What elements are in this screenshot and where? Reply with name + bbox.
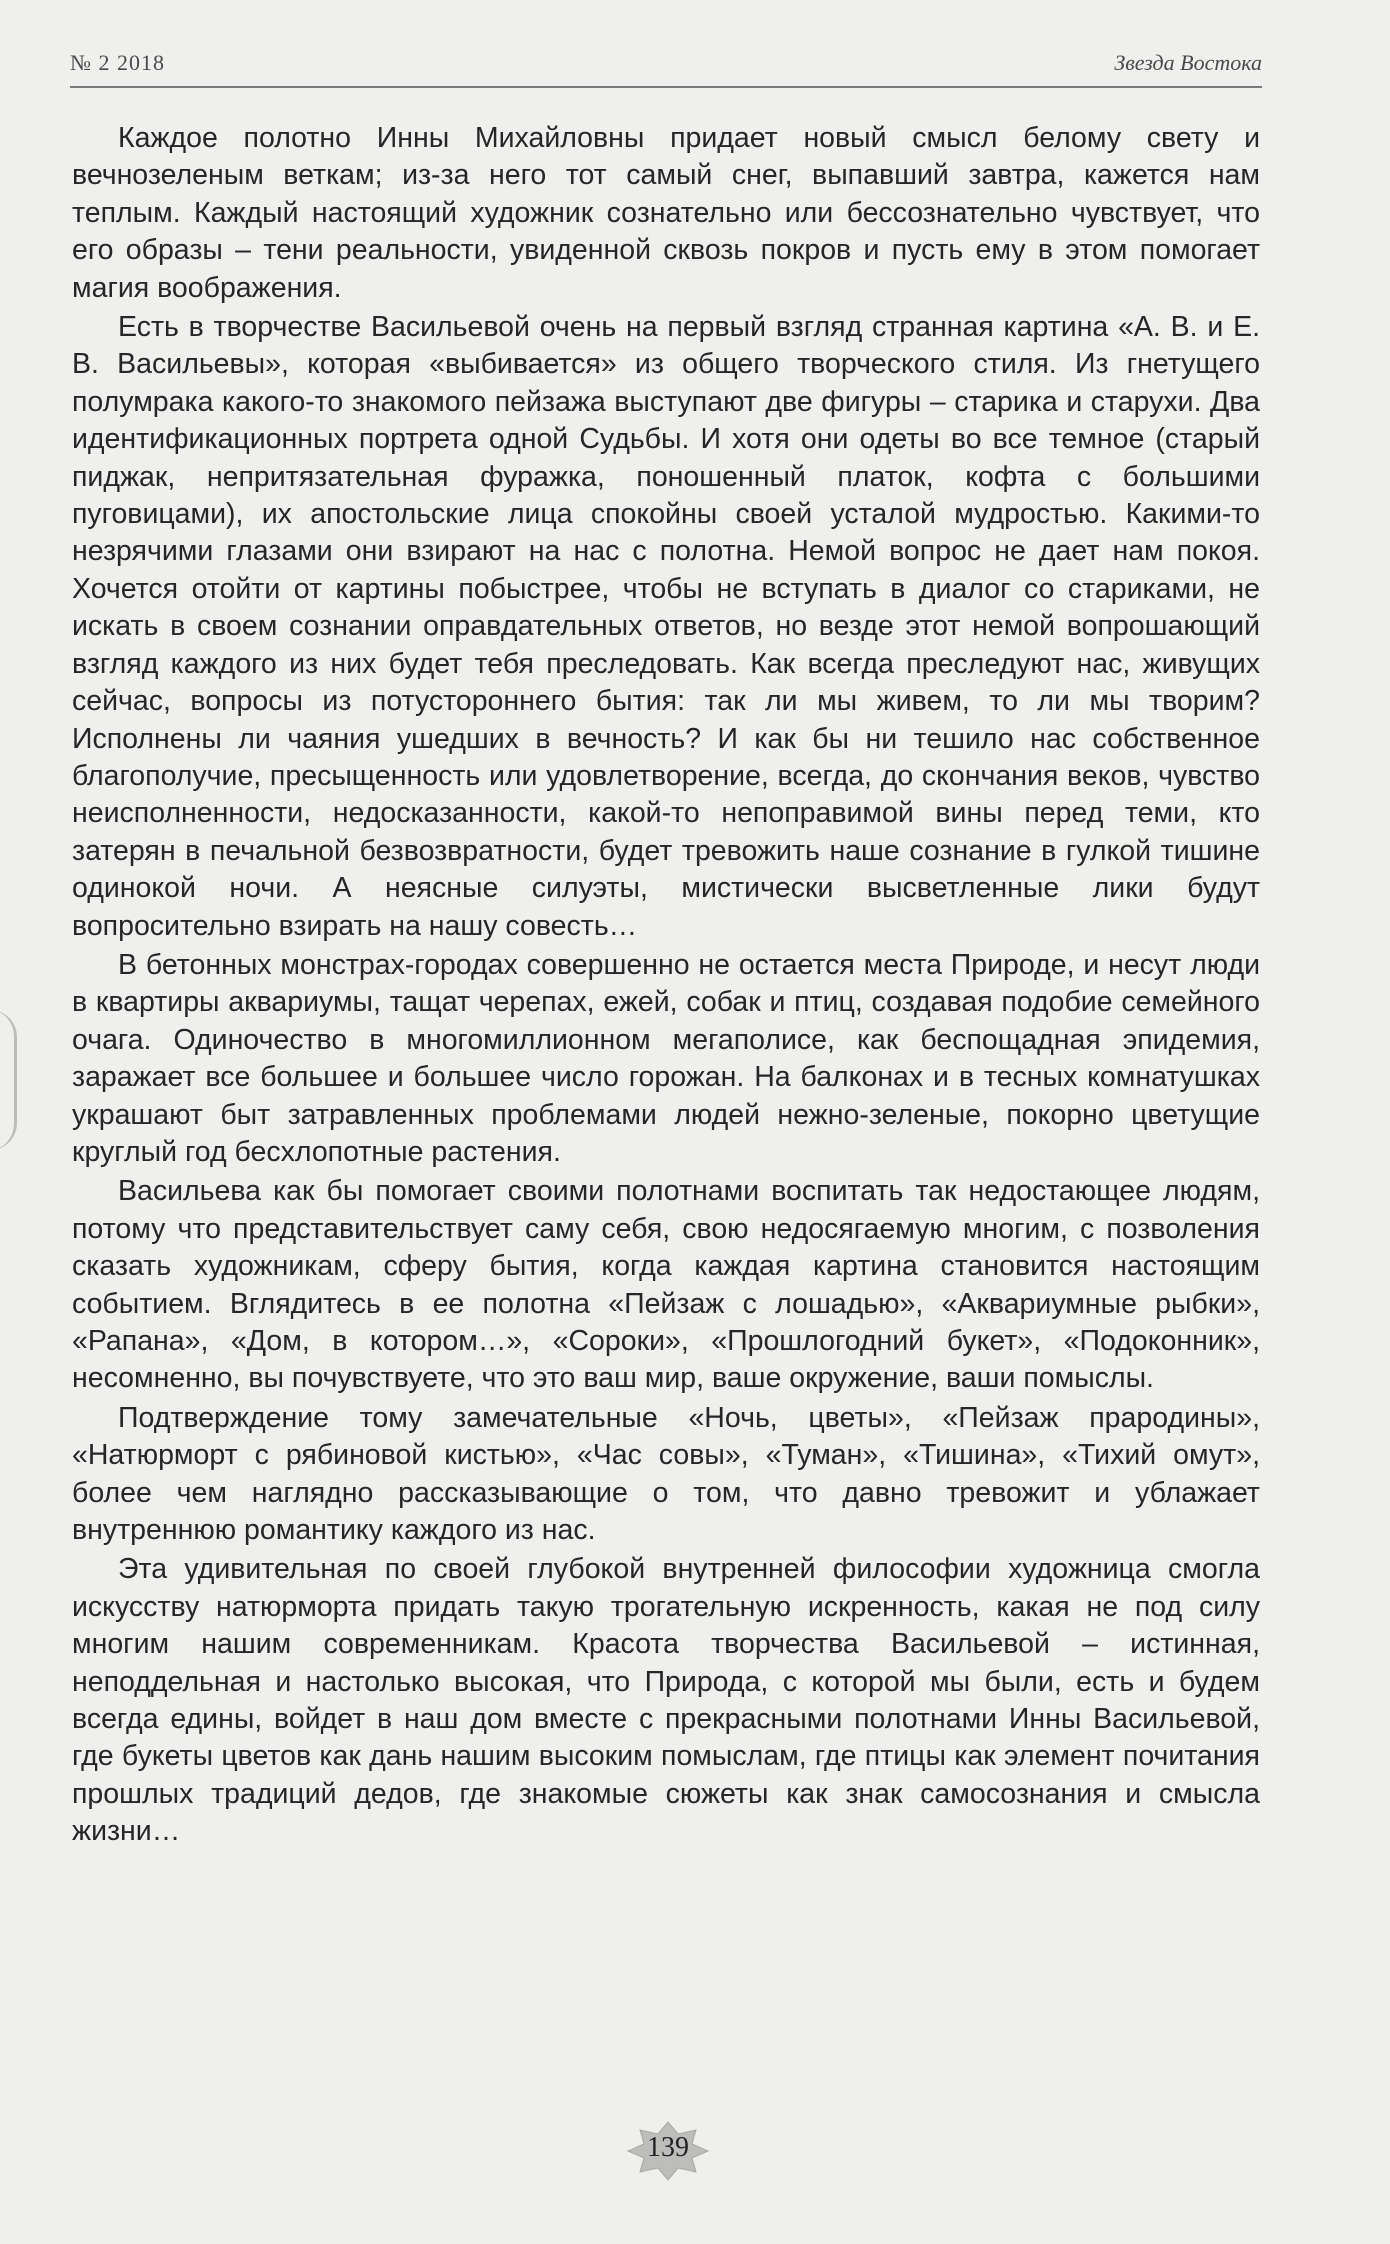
paragraph: В бетонных монстрах-городах совершенно не остается места Природе, и несут люди в квартиры аквариумы, тащат черепах, ежей, собак и птиц, создавая подобие семейного очага. Одиночество в многомиллионном мегаполисе, как беспощадная эпидемия, заражает все большее и большее число горожан. На балконах и в тесных комнатушках украшают быт затравленных проблемами людей нежно-зеленые, покорно цветущие круглый год бесхлопотные растения.	[72, 948, 1260, 1168]
page-number: 139	[647, 2132, 689, 2163]
paragraph: Васильева как бы помогает своими полотнами воспитать так недостающее людям, потому что представительствует саму себя, свою недосягаемую многим, с позволения сказать художникам, сферу бытия, когда каждая картина становится настоящим событием. Вглядитесь в ее полотна «Пейзаж с лошадью», «Аквариумные рыбки», «Рапана», «Дом, в котором…», «Сороки», «Прошлогодний букет», «Подоконник», несомненно, вы почувствуете, что это ваш мир, ваше окружение, ваши помыслы.	[72, 1175, 1260, 1395]
paragraph: Подтверждение тому замечательные «Ночь, цветы», «Пейзаж прародины», «Натюрморт с рябиновой кистью», «Час совы», «Туман», «Тишина», «Тихий омут», более чем наглядно рассказывающие о том, что давно тревожит и ублажает внутреннюю романтику каждого из нас.	[72, 1401, 1260, 1547]
paragraph: Эта удивительная по своей глубокой внутренней философии художница смогла искусству натюрморта придать такую трогательную искренность, какая не под силу многим нашим современникам. Красота творчества Васильевой – истинная, неподдельная и настолько высокая, что Природа, с которой мы были, есть и будем всегда едины, войдет в наш дом вместе с прекрасными полотнами Инны Васильевой, где букеты цветов как дань нашим высоким помыслам, где птицы как элемент почитания прошлых традиций дедов, где знакомые сюжеты как знак самосознания и смысла жизни…	[72, 1553, 1260, 1848]
issue-number: № 2 2018	[70, 50, 165, 75]
paragraph: Есть в творчестве Васильевой очень на первый взгляд странная картина «А. В. и Е. В. Васильевы», которая «выбивается» из общего творческого стиля. Из гнетущего полумрака какого-то знакомого пейзажа выступают две фигуры – старика и старухи. Два идентификационных портрета одной Судьбы. И хотя они одеты во все темное (старый пиджак, непритязательная фуражка, поношенный платок, кофта с большими пуговицами), их апостольские лица спокойны своей усталой мудростью. Какими-то незрячими глазами они взирают на нас с полотна. Немой вопрос не дает нам покоя. Хочется отойти от картины побыстрее, чтобы не вступать в диалог со стариками, не искать в своем сознании оправдательных ответов, но везде этот немой вопрошающий взгляд каждого из них будет тебя преследовать. Как всегда преследуют нас, живущих сейчас, вопросы из потустороннего бытия: так ли мы живем, то ли мы творим? Исполнены ли чаяния ушедших в вечность? И как бы ни тешило нас собственное благополучие, пресыщенность или удовлетворение, всегда, до скончания веков, чувство неисполненности, недосказанности, какой-то непоправимой вины перед теми, кто затерян в печальной безвозвратности, будет тревожить наше сознание в гулкой тишине одинокой ночи. А неясные силуэты, мистически высветленные лики будут вопросительно взирать на нашу совесть…	[72, 311, 1260, 942]
paragraph: Каждое полотно Инны Михайловны придает новый смысл белому свету и вечнозеленым веткам; из-за него тот самый снег, выпавший завтра, кажется нам теплым. Каждый настоящий художник сознательно или бессознательно чувствует, что его образы – тени реальности, увиденной сквозь покров и пусть ему в этом помогает магия воображения.	[72, 122, 1260, 304]
page-number-badge	[626, 2120, 710, 2182]
page-edge-mark	[0, 1010, 17, 1150]
running-header	[70, 46, 1262, 88]
article-body	[72, 120, 1260, 1851]
journal-title: Звезда Востока	[1114, 50, 1262, 75]
